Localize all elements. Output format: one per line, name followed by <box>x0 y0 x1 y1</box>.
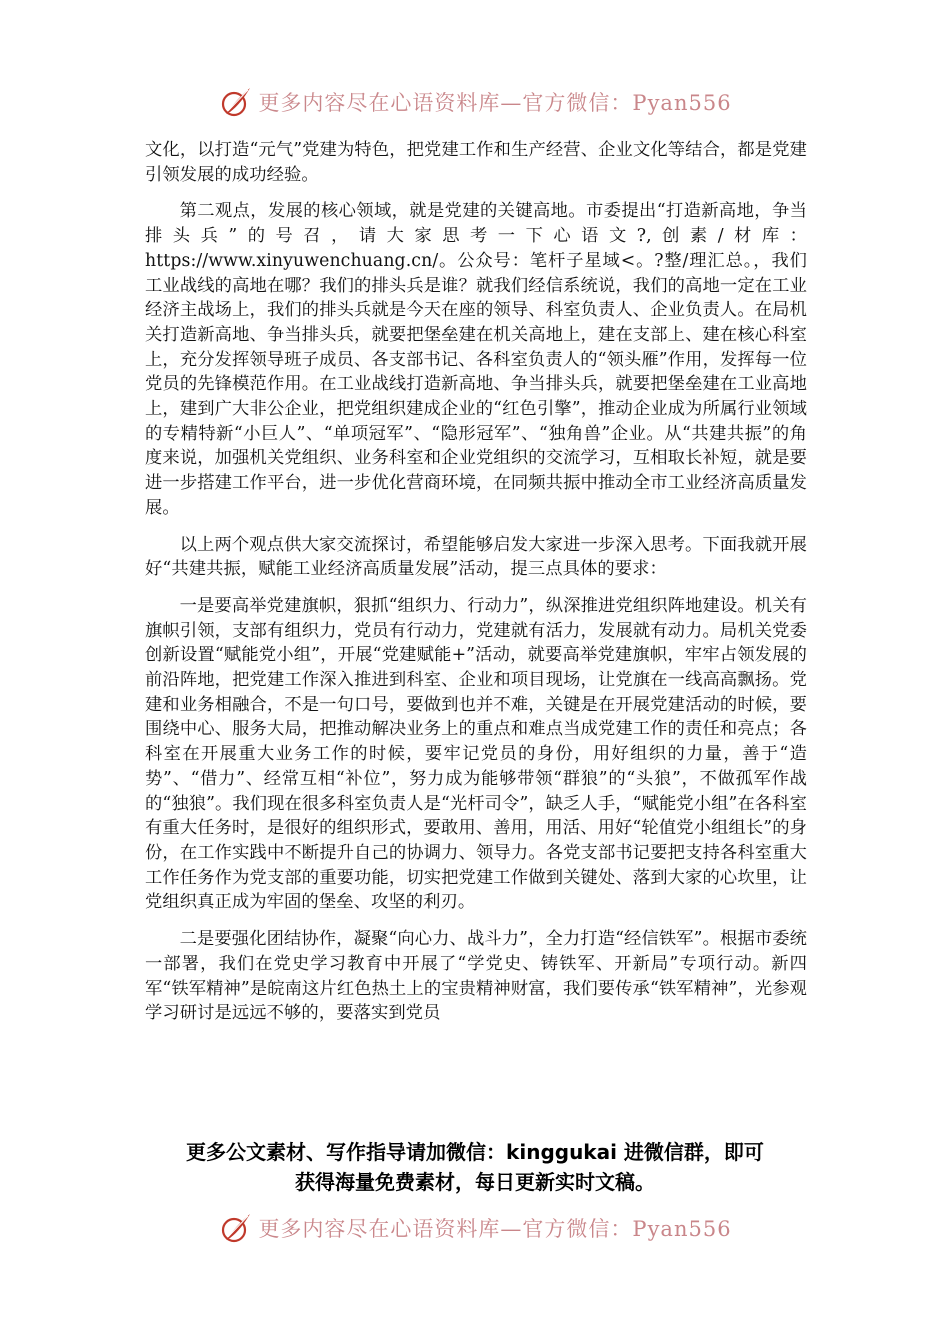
paragraph-3: 以上两个观点供大家交流探讨，希望能够启发大家进一步深入思考。下面我就开展好“共建共振，赋能工业经济高质量发展”活动，提三点具体的要求： <box>145 534 807 580</box>
quill-logo-icon <box>218 1210 254 1246</box>
paragraph-5: 二是要强化团结协作，凝聚“向心力、战斗力”，全力打造“经信铁军”。根据市委统一部署，我们在党史学习教育中开展了“学党史、铸铁军、开新局”专项行动。新四军“铁军精神”是皖南这片红色热土上的宝贵精神财富，我们要传承“铁军精神”，光参观学习研讨是远远不够的，要落实到党员 <box>145 929 807 1024</box>
quill-logo-icon <box>218 84 254 120</box>
promo-notice <box>0 1137 950 1197</box>
header-banner-text: 更多内容尽在心语资料库—官方微信：Pyan556 <box>258 91 732 115</box>
document-body <box>145 138 807 1038</box>
paragraph-2: 第二观点，发展的核心领域，就是党建的关键高地。市委提出“打造新高地，争当排头兵”的号召，请大家思考一下心语文?,创素/材库：https://www.xinyuwenchuang.cn/。公众号：笔杆子星域<。?整/理汇总。，我们工业战线的高地在哪？我们的排头兵是谁？就我们经信系统说，我们的高地一定在工业经济主战场上，我们的排头兵就是今天在座的领导、科室负责人、企业负责人。在局机关打造新高地、争当排头兵，就要把堡垒建在机关高地上，建在支部上、建在核心科室上，充分发挥领导班子成员、各支部书记、各科室负责人的“领头雁”作用，发挥每一位党员的先锋模范作用。在工业战线打造新高地、争当排头兵，就要把堡垒建在工业高地上，建到广大非公企业，把党组织建成企业的“红色引擎”，推动企业成为所属行业领域的专精特新“小巨人”、“单项冠军”、“隐形冠军”、“独角兽”企业。从“共建共振”的角度来说，加强机关党组织、业务科室和企业党组织的交流学习，互相取长补短，就是要进一步搭建工作平台，进一步优化营商环境，在同频共振中推动全市工业经济高质量发展。 <box>145 201 807 518</box>
promo-line-1: 更多公文素材、写作指导请加微信：kinggukai 进微信群，即可 <box>186 1140 764 1164</box>
promo-line-2: 获得海量免费素材，每日更新实时文稿。 <box>295 1170 655 1194</box>
paragraph-1: 文化，以打造“元气”党建为特色，把党建工作和生产经营、企业文化等结合，都是党建引领发展的成功经验。 <box>145 140 807 185</box>
footer-banner-text: 更多内容尽在心语资料库—官方微信：Pyan556 <box>258 1217 732 1241</box>
paragraph-4: 一是要高举党建旗帜，狠抓“组织力、行动力”，纵深推进党组织阵地建设。机关有旗帜引领，支部有组织力，党员有行动力，党建就有活力，发展就有动力。局机关党委创新设置“赋能党小组”，开展“党建赋能+”活动，就要高举党建旗帜，牢牢占领发展的前沿阵地，把党建工作深入推进到科室、企业和项目现场，让党旗在一线高高飘扬。党建和业务相融合，不是一句口号，要做到也并不难，关键是在开展党建活动的时候，要围绕中心、服务大局，把推动解决业务上的重点和难点当成党建工作的责任和亮点；各科室在开展重大业务工作的时候，要牢记党员的身份，用好组织的力量，善于“造势”、“借力”、经常互相“补位”，努力成为能够带领“群狼”的“头狼”，不做孤军作战的“独狼”。我们现在很多科室负责人是“光杆司令”，缺乏人手，“赋能党小组”在各科室有重大任务时，是很好的组织形式，要敢用、善用，用活、用好“轮值党小组组长”的身份，在工作实践中不断提升自己的协调力、领导力。各党支部书记要把支持各科室重大工作任务作为党支部的重要功能，切实把党建工作做到关键处、落到大家的心坎里，让党组织真正成为牢固的堡垒、攻坚的利刃。 <box>145 595 807 913</box>
header-banner <box>0 82 950 122</box>
footer-banner <box>0 1208 950 1248</box>
